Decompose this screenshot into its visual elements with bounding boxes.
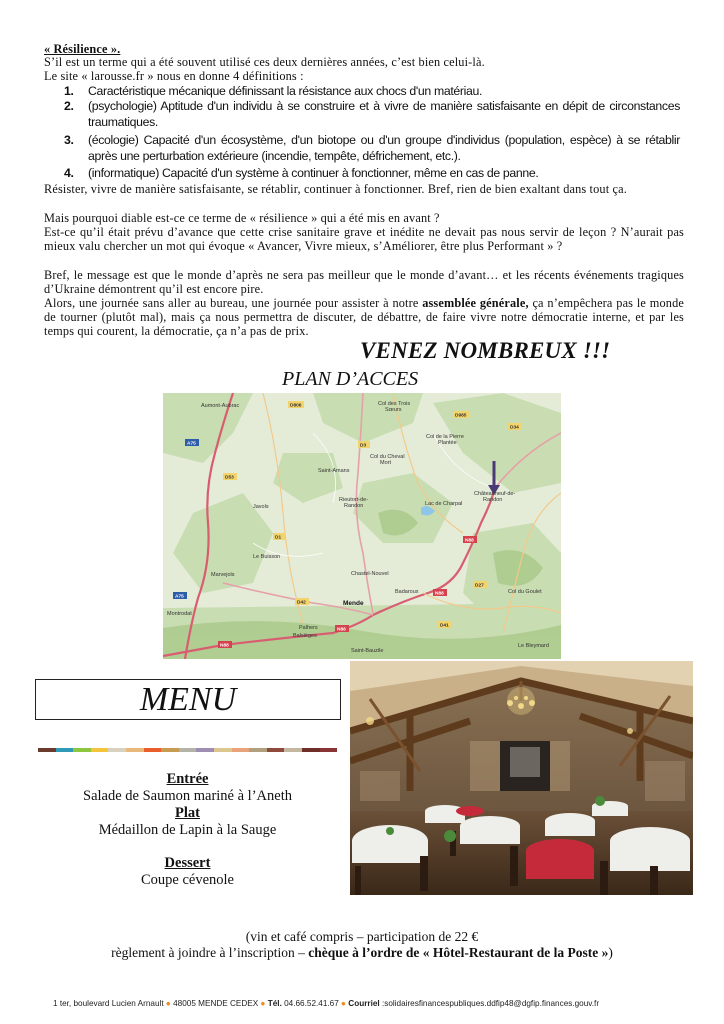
road-sign: D42: [297, 600, 306, 606]
entree-label: Entrée: [166, 771, 209, 787]
map-label: Saint-Amans: [318, 468, 350, 474]
restaurant-photo: [350, 661, 693, 895]
dessert-dish: Coupe cévenole: [140, 872, 234, 888]
decorative-color-bar: [38, 748, 337, 752]
map-label: Rieutort-de-: [339, 497, 369, 503]
map-label: Col des Trois: [378, 401, 411, 407]
plan-acces-heading: PLAN D’ACCES: [282, 368, 419, 390]
road-sign: N88: [435, 591, 444, 597]
entree-dish: Salade de Saumon mariné à l’Aneth: [83, 788, 292, 804]
road-sign: A75: [175, 594, 184, 600]
bullet-icon: ●: [165, 999, 171, 1008]
map-label: Montrodat: [167, 611, 192, 617]
map-label: Plantée: [438, 440, 457, 446]
footer-mail: :solidairesfinancespubliques.ddfip48@dgfip.finances.gouv.fr: [381, 999, 600, 1008]
color-bar-segment: [108, 748, 126, 752]
color-bar-segment: [232, 748, 250, 752]
map-label: Palhers: [299, 625, 318, 631]
footer-address: 1 ter, boulevard Lucien Arnault: [53, 999, 164, 1008]
color-bar-segment: [56, 748, 74, 752]
paragraph-2: Mais pourquoi diable est-ce ce terme de « résilience » qui a été mis en avant ?: [44, 211, 440, 225]
color-bar-segment: [91, 748, 109, 752]
map-label: Chastel-Nouvel: [351, 571, 389, 577]
cheque-order: chèque à l’ordre de « Hôtel-Restaurant de la Poste »: [308, 945, 609, 960]
map-label: Badaroux: [395, 589, 419, 595]
paragraph-3: Est-ce qu’il était prévu d’avance que cette crise sanitaire grave et inédite ne devait pas nous servir de leçon ? N’aurait pas mieux valu chercher un mot qui évoque « Avancer, Vivre mieux, s’Améliorer, être plus Performant » ?: [44, 225, 684, 254]
color-bar-segment: [73, 748, 91, 752]
map-label: Mort: [380, 460, 391, 466]
price-line-2: règlement à joindre à l’inscription – chèque à l’ordre de « Hôtel-Restaurant de la Poste »): [111, 945, 613, 960]
road-sign: A75: [187, 441, 196, 447]
color-bar-segment: [126, 748, 144, 752]
footer-contact: [53, 999, 599, 1008]
intro-line-2: Le site « larousse.fr » nous en donne 4 définitions :: [44, 69, 304, 83]
color-bar-segment: [320, 748, 338, 752]
road-sign: D41: [440, 623, 449, 629]
price-info: [0, 929, 724, 961]
menu-title-box: [35, 679, 341, 720]
road-sign: D3: [360, 443, 367, 449]
road-sign: N88: [220, 643, 229, 649]
definition-item: 4. (informatique) Capacité d'un système à continuer à fonctionner, même en cas de panne.: [64, 166, 539, 180]
color-bar-segment: [196, 748, 214, 752]
map-label: Mende: [343, 600, 364, 607]
road-sign: N88: [465, 538, 474, 544]
map-label: Randon: [483, 497, 503, 503]
menu-content: [38, 771, 337, 889]
color-bar-segment: [161, 748, 179, 752]
road-sign: D1: [275, 535, 282, 541]
color-bar-segment: [144, 748, 162, 752]
map-label: Col du Cheval: [370, 454, 405, 460]
road-sign: N88: [337, 627, 346, 633]
menu-title: MENU: [139, 680, 237, 718]
road-sign: D985: [455, 413, 467, 419]
intro-line-1: S’il est un terme qui a été souvent utilisé ces deux dernières années, c’est bien celui-là.: [44, 55, 485, 69]
road-sign: D53: [225, 475, 234, 481]
map-label: Randon: [344, 503, 364, 509]
definition-item: 3. (écologie) Capacité d'un écosystème, d'un biotope ou d'un groupe d'individus (population, espèce) à se rétablir après une perturbation extérieure (incendie, tempête, défrichement, etc.).: [64, 133, 680, 163]
paragraph-5: Alors, une journée sans aller au bureau, une journée pour assister à notre assemblée générale, ça n’empêchera pas le monde de tourner (plutôt mal), mais ça nous permettra de discuter, de débattre, de faire vivre notre démocratie interne, et par les temps qui courent, la démocratie, ça n’a pas de prix.: [44, 296, 684, 339]
map-label: Saint-Bauzile: [351, 648, 384, 654]
resilience-heading: « Résilience ».: [44, 42, 121, 56]
map-label: Col de la Pierre: [426, 434, 464, 440]
color-bar-segment: [38, 748, 56, 752]
footer-tel-label: Tél.: [267, 999, 282, 1008]
definition-item: 1. Caractéristique mécanique définissant la résistance aux chocs d'un matériau.: [64, 84, 483, 98]
map-label: Le Buisson: [253, 554, 281, 560]
bullet-icon: ●: [260, 999, 266, 1008]
map-label: Le Bleymard: [518, 643, 549, 649]
color-bar-segment: [179, 748, 197, 752]
map-label: Marvejols: [211, 572, 235, 578]
access-map: [163, 393, 561, 659]
map-label: Lac de Charpal: [425, 501, 463, 507]
color-bar-segment: [267, 748, 285, 752]
dessert-label: Dessert: [164, 855, 211, 871]
definition-item: 2. (psychologie) Aptitude d'un individu à se construire et à vivre de manière satisfaisante en dépit de circonstances traumatiques.: [64, 99, 680, 129]
venez-nombreux-heading: VENEZ NOMBREUX !!!: [360, 338, 611, 363]
footer-mail-label: Courriel: [348, 999, 380, 1008]
road-sign: D27: [475, 583, 484, 589]
assemblee-generale-emphasis: assemblée générale,: [422, 296, 529, 310]
map-label: Col du Goulet: [508, 589, 542, 595]
map-label: Javols: [253, 504, 269, 510]
paragraph-1: Résister, vivre de manière satisfaisante, se rétablir, continuer à fonctionner. Bref, rien de bien exaltant dans tout ça.: [44, 182, 627, 196]
color-bar-segment: [249, 748, 267, 752]
color-bar-segment: [214, 748, 232, 752]
map-label: Aumont-Aubrac: [201, 403, 240, 409]
price-line-1: (vin et café compris – participation de 22 €: [245, 929, 479, 944]
paragraph-4: Bref, le message est que le monde d’après ne sera pas meilleur que le monde d’avant… et les récents événements tragiques d’Ukraine démontrent qu’il est encore pire.: [44, 268, 684, 297]
color-bar-segment: [302, 748, 320, 752]
road-sign: D34: [510, 425, 519, 431]
plat-dish: Médaillon de Lapin à la Sauge: [98, 822, 277, 838]
road-sign: D806: [290, 403, 302, 409]
plat-label: Plat: [175, 805, 200, 821]
color-bar-segment: [284, 748, 302, 752]
footer-city: 48005 MENDE CEDEX: [173, 999, 259, 1008]
bullet-icon: ●: [341, 999, 346, 1008]
map-label: Balsièges: [293, 633, 317, 639]
map-label: Sœurs: [385, 407, 402, 413]
map-label: Châteauneuf-de-: [474, 491, 516, 497]
footer-tel: 04.66.52.41.67: [284, 999, 339, 1008]
